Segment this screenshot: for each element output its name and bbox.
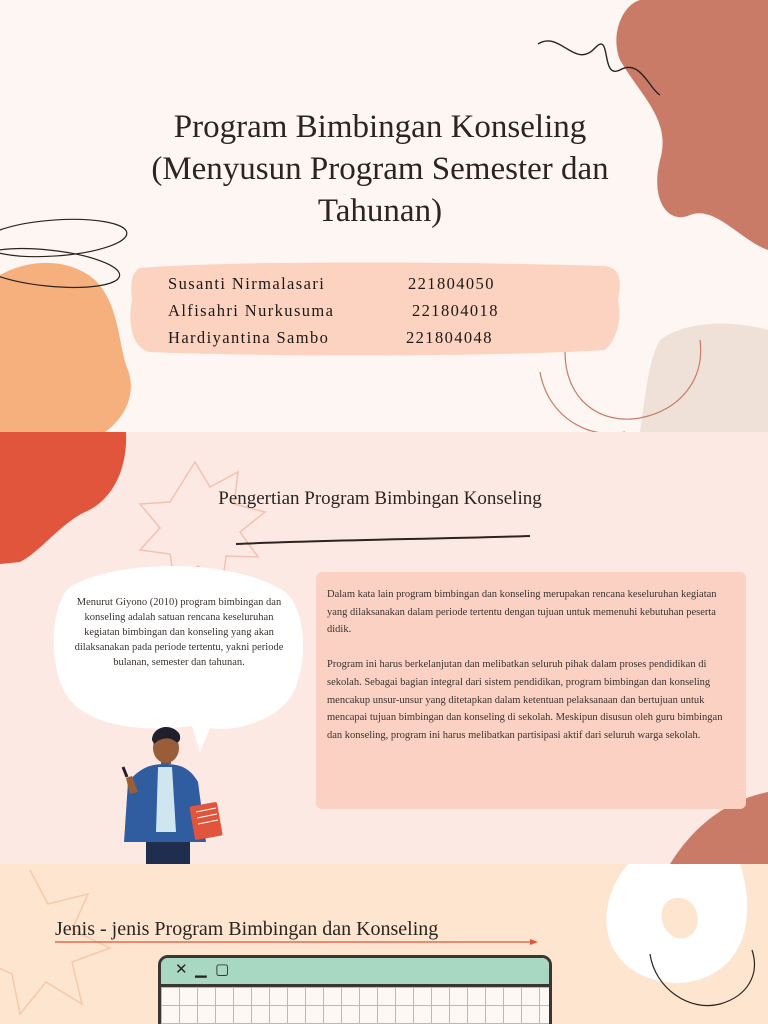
definition-paragraph: Dalam kata lain program bimbingan dan konseling merupakan rencana keseluruhan kegiatan yang dilaksanakan dalam periode tertentu dengan tujuan untuk memenuhi kebutuhan peserta didik.	[327, 589, 717, 636]
definition-slide	[0, 432, 768, 864]
member-nim: 221804050	[408, 274, 495, 293]
heading-arrow-head	[530, 939, 538, 945]
member-nim: 221804048	[406, 328, 493, 347]
types-slide	[0, 864, 768, 1024]
member-nim: 221804018	[412, 301, 499, 320]
arc-line-shape-2	[540, 372, 625, 432]
title-slide	[0, 0, 768, 432]
speech-bubble-text: Menurut Giyono (2010) program bimbingan dan konseling adalah satuan rencana keseluruhan kegiatan bimbingan dan konseling yang akan dilaksanakan pada periode tertentu, yakni periode bulanan, semester dan tahunan.	[74, 597, 284, 668]
peach-blob-shape	[0, 263, 131, 432]
minimize-icon: ▁	[195, 960, 207, 978]
ring-outline-shape	[0, 215, 128, 261]
title-line-1: Program Bimbingan Konseling	[173, 109, 587, 145]
section-heading: Jenis - jenis Program Bimbingan dan Konseling	[55, 918, 439, 940]
section-heading: Pengertian Program Bimbingan Konseling	[218, 488, 542, 509]
beige-blob-shape	[640, 324, 768, 432]
maximize-icon: ▢	[215, 960, 230, 978]
white-ring-shape	[606, 864, 747, 983]
teacher-illustration	[123, 727, 223, 864]
definition-paragraph: Program ini harus berkelanjutan dan melibatkan seluruh pihak dalam proses pendidikan di sekolah. Sebagai bagian integral dari sistem pendidikan, program bimbingan dan konseling mencakup unsur-unsur yang ditetapkan dalam ketentuan pelaksanaan dan bertujuan untuk mencapai tujuan bimbingan dan konseling di sekolah. Meskipun disusun oleh guru bimbingan dan konseling, program ini harus melibatkan partisipasi aktif dari seluruh warga sekolah.	[327, 659, 723, 741]
heading-underline-shape	[236, 536, 530, 544]
close-icon: ✕	[175, 960, 188, 978]
member-name: Alfisahri Nurkusuma	[168, 301, 335, 320]
grid-area	[161, 987, 549, 1024]
red-blob-shape	[0, 432, 126, 564]
member-name: Hardiyantina Sambo	[168, 328, 330, 347]
window-title-bar	[161, 958, 549, 987]
browser-window-illustration	[158, 955, 552, 1024]
title-line-2: (Menyusun Program Semester dan	[151, 151, 609, 187]
title-line-3: Tahunan)	[317, 193, 443, 229]
definition-text	[327, 586, 737, 762]
member-name: Susanti Nirmalasari	[168, 274, 326, 293]
page-title	[110, 106, 650, 232]
